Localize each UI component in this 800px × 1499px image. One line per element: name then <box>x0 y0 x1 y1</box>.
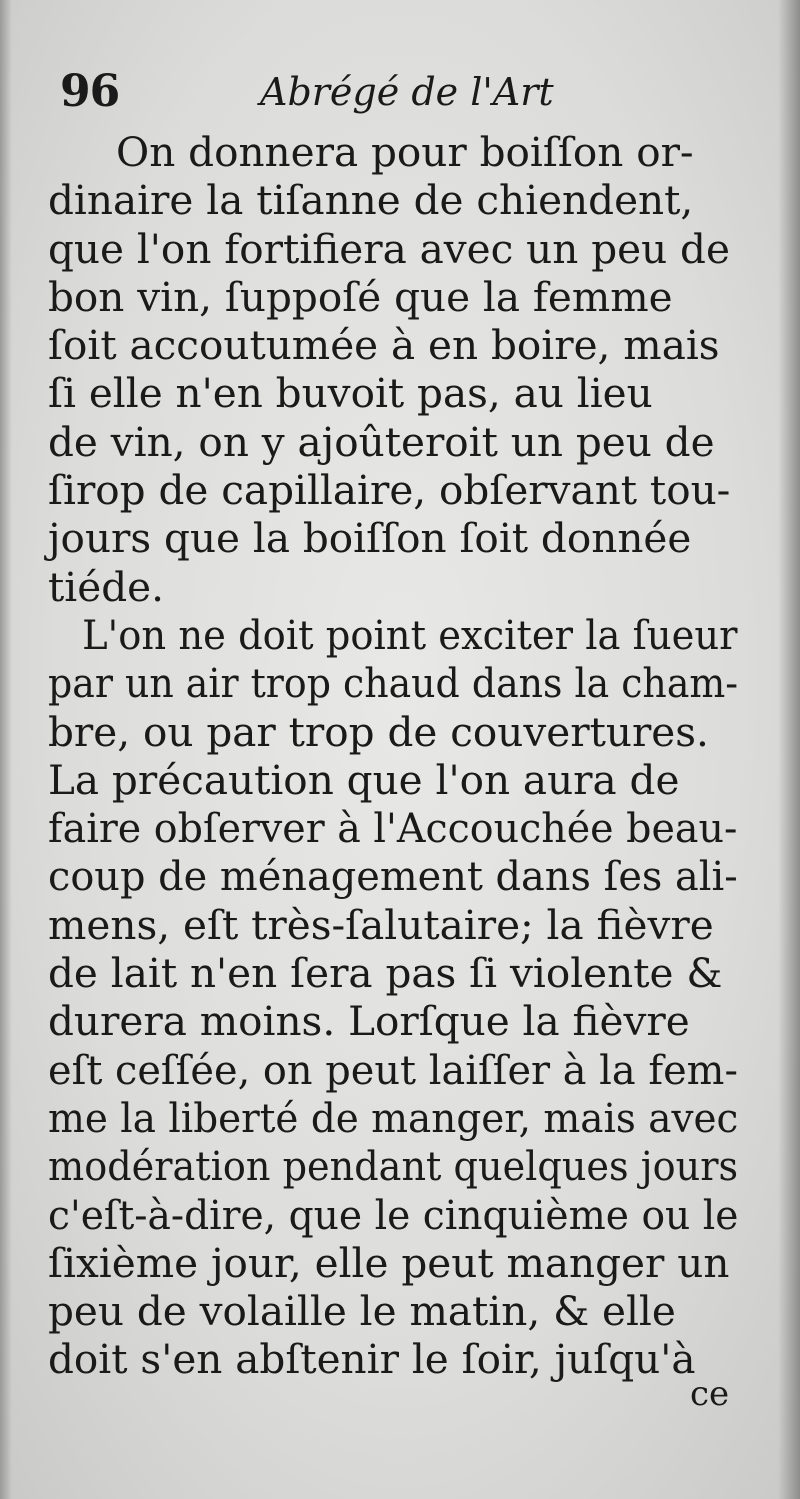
text-line: On donnera pour boiſſon or- <box>116 128 694 176</box>
text-line: mens, eſt très-ſalutaire; la fièvre <box>48 900 714 949</box>
running-head <box>60 66 740 126</box>
text-line: durera moins. Lorſque la fièvre <box>48 997 690 1046</box>
text-line: bre, ou par trop de couvertures. <box>48 707 709 756</box>
text-line: eſt ceſſée, on peut laiſſer à la fem- <box>48 1045 738 1094</box>
text-line: de lait n'en ſera pas ſi violente & <box>48 949 723 998</box>
text-line: L'on ne doit point exciter la ſueur <box>82 610 738 659</box>
text-line: tiéde. <box>48 562 164 611</box>
text-line: ſoit accoutumée à en boire, mais <box>48 321 720 370</box>
text-line: que l'on fortifiera avec un peu de <box>48 224 730 273</box>
running-title: Abrégé de l'Art <box>260 70 554 114</box>
text-line: par un air trop chaud dans la cham- <box>48 659 739 708</box>
text-line: ſixième jour, elle peut manger un <box>48 1238 730 1287</box>
text-line: modération pendant quelques jours <box>48 1142 739 1191</box>
catchword: ce <box>690 1374 730 1414</box>
page-edge-shadow-right <box>778 0 800 1499</box>
text-line: c'eſt-à-dire, que le cinquième ou le <box>48 1190 739 1239</box>
text-line: me la liberté de manger, mais avec <box>48 1093 739 1142</box>
text-line: de vin, on y ajoûteroit un peu de <box>48 417 715 466</box>
text-line: La précaution que l'on aura de <box>48 755 680 804</box>
page-number: 96 <box>60 66 120 117</box>
text-line: ſirop de capillaire, obſervant tou- <box>48 466 731 515</box>
body-text <box>48 128 738 1384</box>
text-line: ſi elle n'en buvoit pas, au lieu <box>48 369 653 418</box>
text-line: doit s'en abſtenir le ſoir, juſqu'à <box>48 1335 696 1384</box>
text-line: coup de ménagement dans ſes ali- <box>48 852 738 901</box>
text-line: jours que la boiſſon ſoit donnée <box>48 514 692 563</box>
text-line: faire obſerver à l'Accouchée beau- <box>48 804 738 853</box>
text-line: bon vin, ſuppoſé que la femme <box>48 272 673 321</box>
text-line: dinaire la tiſanne de chiendent, <box>48 176 694 225</box>
page-edge-shadow-left <box>0 0 12 1499</box>
text-line: peu de volaille le matin, & elle <box>48 1287 676 1336</box>
